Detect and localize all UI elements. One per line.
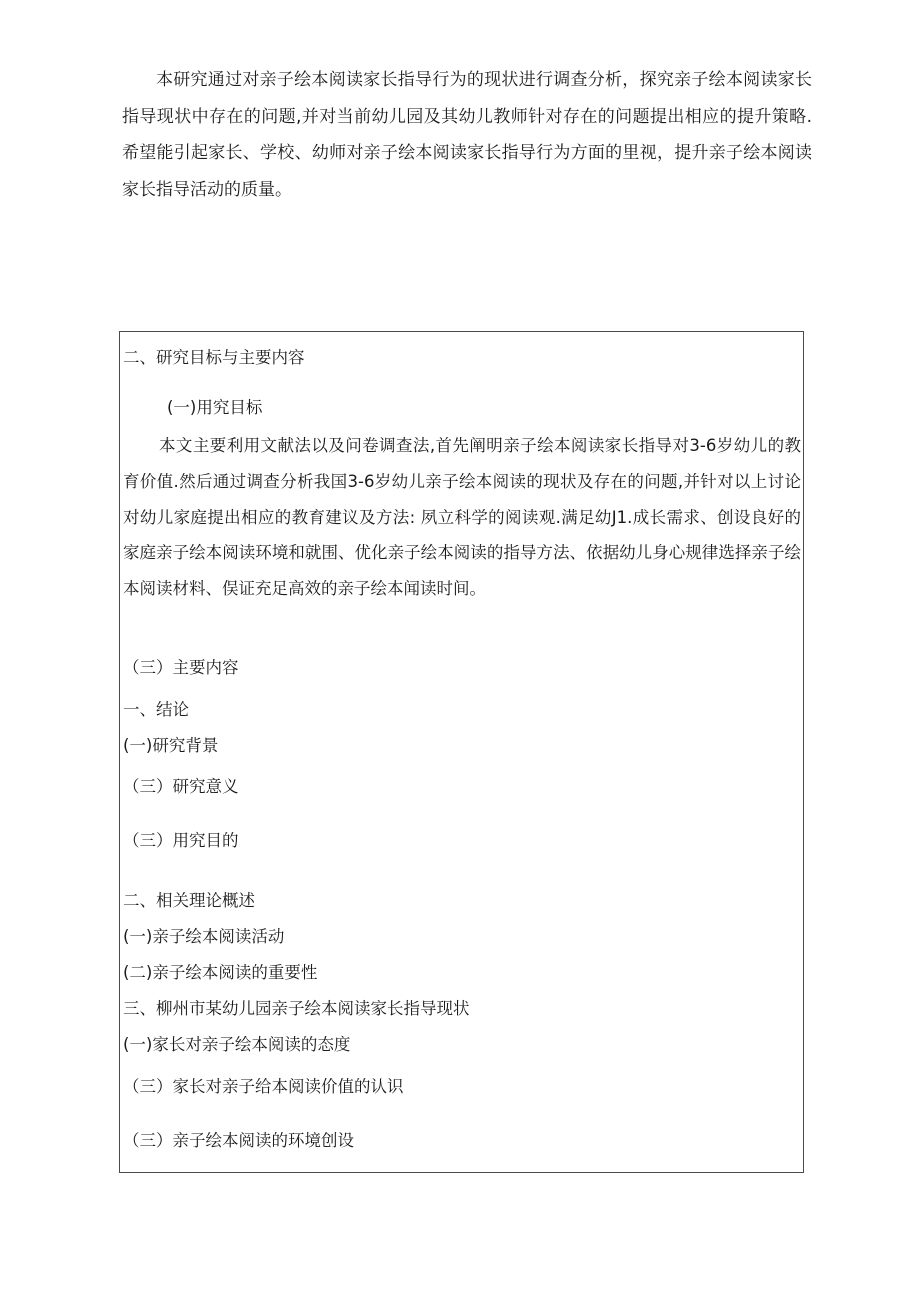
goal-paragraph: 本文主要利用文献法以及问卷调查法,首先阐明亲子绘本阅读家长指导对3-6岁幼儿的教育价值.然后通过调查分析我国3-6岁幼儿亲子绘本阅读的现状及存在的问题,并针对以上讨论对幼儿家庭提出相应的教育建议及方法: 夙立科学的阅读观.满足幼J1.成长需求、创设良好的家庭亲子绘本阅读环境和就围、优化亲子绘本阅读的指导方法、依据幼儿身心规律选择亲子绘本阅读材料、俣证充足高效的亲子绘本闻读时间。 (123, 436, 801, 599)
intro-paragraph: 本研究通过对亲子绘本阅读家长指导行为的现状进行调查分析，探究亲子绘本阅读家长指导现状中存在的问题,并对当前幼儿园及其幼儿教师针对存在的问题提出相应的提升策略.希望能引起家长、学校、幼师对亲子绘本阅读家长指导行为方面的里视，提升亲子绘本阅读家长指导活动的质量。 (122, 70, 812, 200)
content-heading: （三）主要内容 (123, 658, 239, 677)
outline-item: （三）用究目的 (123, 831, 239, 850)
research-goals-box (119, 331, 804, 1173)
outline-item: 一、结论 (123, 700, 189, 719)
outline-item: (一)家长对亲子绘本阅读的态度 (123, 1035, 351, 1054)
intro-section (122, 62, 812, 208)
outline-item: (一)亲子绘本阅读活动 (123, 927, 285, 946)
outline-item: （三）研究意义 (123, 777, 239, 796)
outline-item: (一)研究背景 (123, 736, 219, 755)
outline-item: （三）亲子绘本阅读的环境创设 (123, 1131, 354, 1150)
section-heading: 二、研究目标与主要内容 (123, 348, 305, 367)
goal-heading: (一)用究目标 (167, 398, 263, 417)
outline-item: 二、相关理论概述 (123, 891, 255, 910)
outline-item: (二)亲子绘本阅读的重要性 (123, 963, 318, 982)
outline-item: 三、柳州市某幼儿园亲子绘本阅读家长指导现状 (123, 999, 470, 1018)
outline-item: （三）家长对亲子给本阅读价值的认识 (123, 1077, 404, 1096)
